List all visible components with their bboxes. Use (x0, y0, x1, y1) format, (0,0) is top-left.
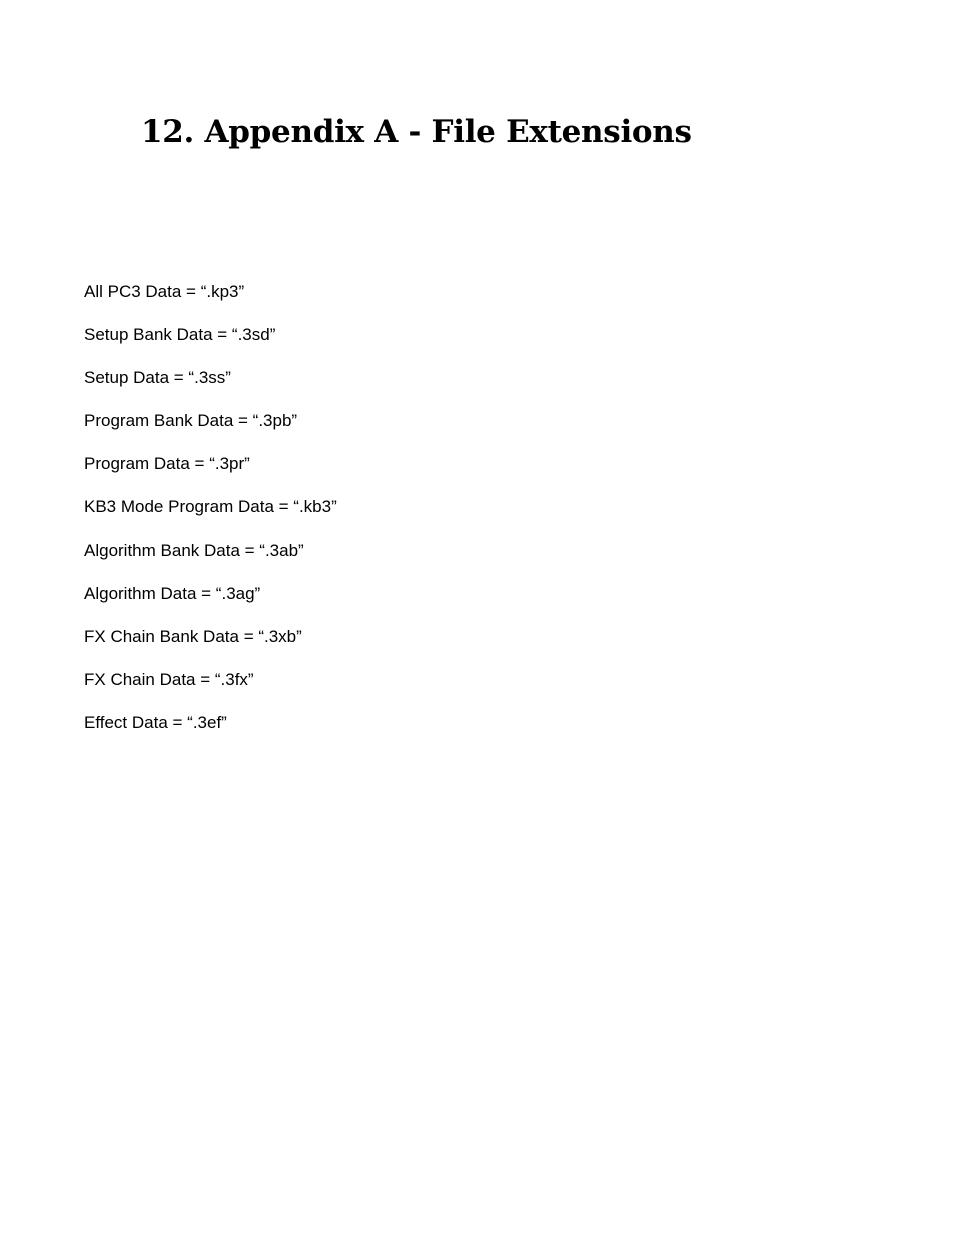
list-item: Program Bank Data = “.3pb” (84, 411, 298, 431)
list-item: Algorithm Data = “.3ag” (84, 583, 261, 603)
list-item: Algorithm Bank Data = “.3ab” (84, 540, 304, 560)
list-item: KB3 Mode Program Data = “.kb3” (84, 497, 337, 517)
list-item: Setup Bank Data = “.3sd” (84, 325, 276, 345)
list-item: Effect Data = “.3ef” (84, 712, 227, 732)
page-title: 12. Appendix A - File Extensions (141, 114, 692, 150)
list-item: All PC3 Data = “.kp3” (84, 282, 245, 301)
list-item: Program Data = “.3pr” (84, 454, 250, 474)
list-item: FX Chain Data = “.3fx” (84, 669, 254, 689)
list-item: Setup Data = “.3ss” (84, 368, 231, 388)
list-item: FX Chain Bank Data = “.3xb” (84, 626, 302, 646)
file-extension-list (84, 280, 337, 754)
